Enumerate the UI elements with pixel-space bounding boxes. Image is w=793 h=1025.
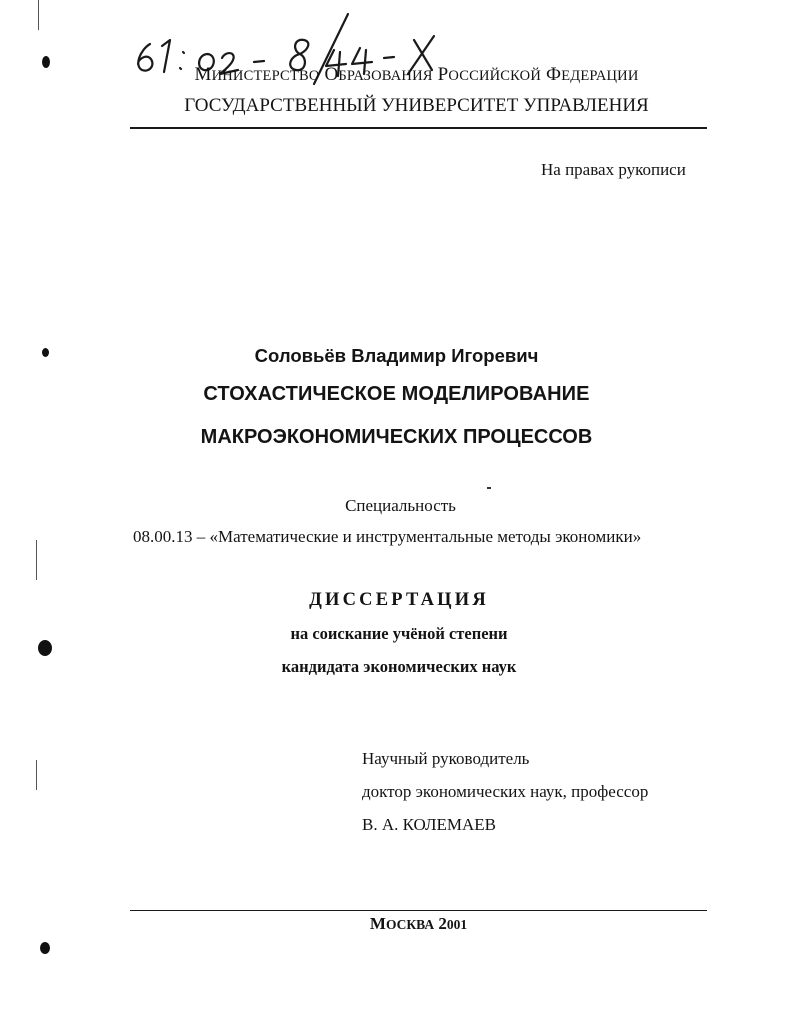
specialty-value: 08.00.13 – «Математические и инструментальные методы экономики» — [133, 527, 642, 546]
manuscript-note: На правах рукописи — [541, 160, 686, 179]
scan-mark — [40, 942, 50, 954]
header-divider — [130, 127, 707, 129]
supervisor-rank: доктор экономических наук, профессор — [362, 782, 649, 801]
university-name: ГОСУДАРСТВЕННЫЙ УНИВЕРСИТЕТ УПРАВЛЕНИЯ — [184, 95, 649, 116]
thesis-title-line-2: МАКРОЭКОНОМИЧЕСКИХ ПРОЦЕССОВ — [200, 426, 593, 448]
scan-mark — [38, 0, 39, 30]
scan-mark — [487, 487, 491, 489]
city-year: МОСКВА 2001 — [369, 914, 468, 933]
author-name: Соловьёв Владимир Игоревич — [254, 345, 539, 366]
supervisor-role: Научный руководитель — [362, 749, 530, 768]
footer-divider — [130, 910, 707, 911]
degree-line-1: на соискание учёной степени — [290, 624, 508, 643]
scan-mark — [36, 760, 37, 790]
supervisor-name: В. А. КОЛЕМАЕВ — [362, 815, 496, 834]
specialty-label: Специальность — [345, 496, 456, 515]
ministry-name: МИНИСТЕРСТВО ОБРАЗОВАНИЯ РОССИЙСКОЙ ФЕДЕРАЦИИ — [194, 64, 639, 85]
scan-mark — [36, 540, 37, 580]
degree-line-2: кандидата экономических наук — [281, 657, 517, 676]
dissertation-heading: ДИССЕРТАЦИЯ — [309, 590, 489, 610]
thesis-title-line-1: СТОХАСТИЧЕСКОЕ МОДЕЛИРОВАНИЕ — [203, 383, 590, 405]
